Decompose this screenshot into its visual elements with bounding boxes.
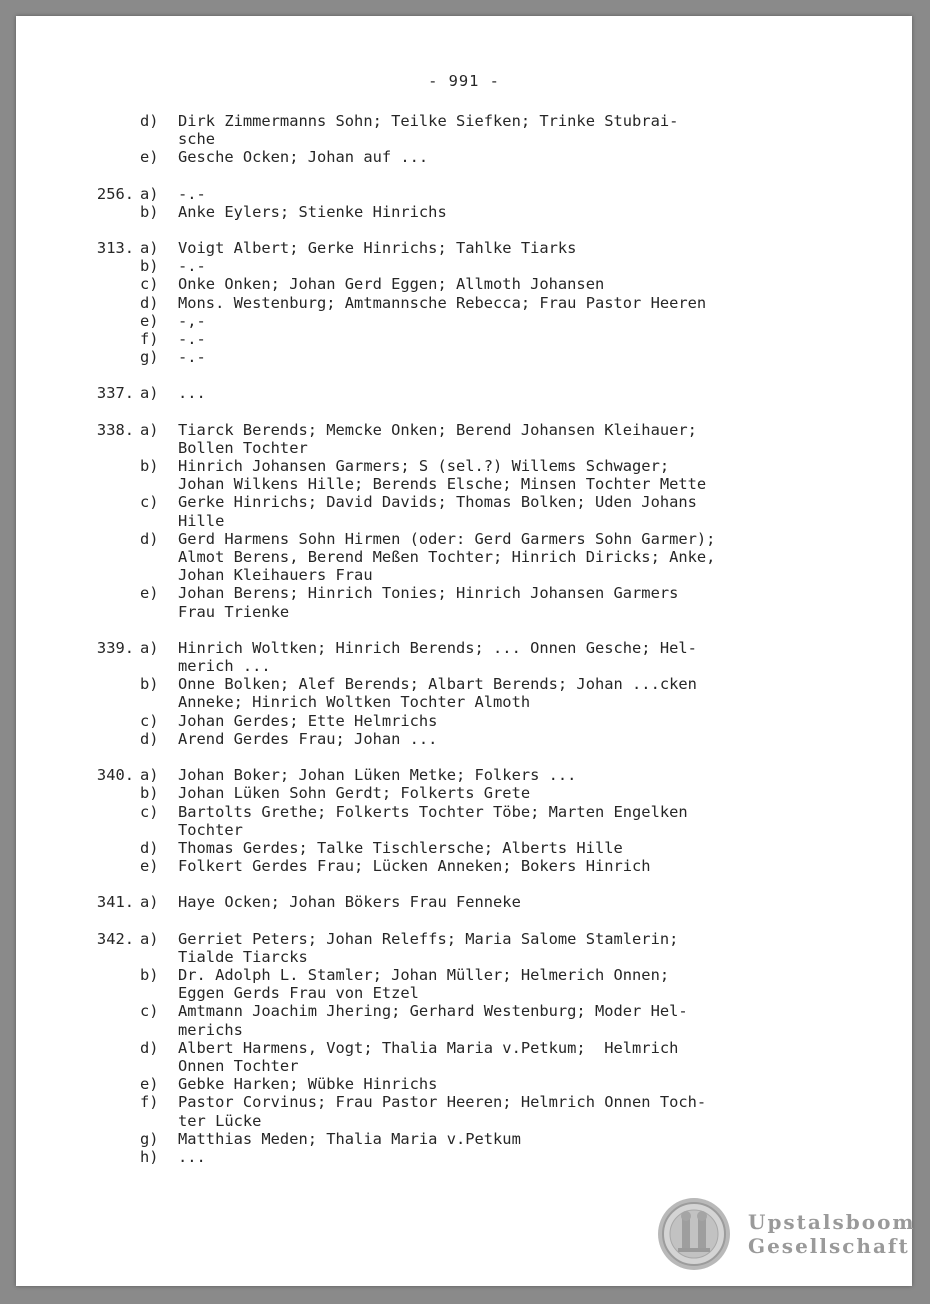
entry-letter: b) bbox=[140, 965, 159, 984]
entry-text: Tiarck Berends; Memcke Onken; Berend Johansen Kleihauer; Bollen Tochter bbox=[178, 420, 697, 457]
entry-text: Gesche Ocken; Johan auf ... bbox=[178, 148, 429, 167]
entry-letter: a) bbox=[140, 929, 159, 948]
entry-row bbox=[80, 839, 840, 857]
entry-text: -.- bbox=[178, 257, 206, 276]
entry-group bbox=[80, 112, 840, 167]
entry-letter: b) bbox=[140, 202, 159, 221]
entry-group bbox=[80, 239, 840, 366]
entry-row bbox=[80, 584, 840, 620]
entry-letter: h) bbox=[140, 1147, 159, 1166]
entry-group bbox=[80, 893, 840, 911]
entry-letter: d) bbox=[140, 529, 159, 548]
entry-row bbox=[80, 857, 840, 875]
entry-text: Amtmann Joachim Jhering; Gerhard Westenburg; Moder Hel- merichs bbox=[178, 1002, 688, 1039]
entry-text: Mons. Westenburg; Amtmannsche Rebecca; Frau Pastor Heeren bbox=[178, 293, 707, 312]
entry-letter: a) bbox=[140, 766, 159, 785]
entry-letter: a) bbox=[140, 384, 159, 403]
entry-text: -.- bbox=[178, 330, 206, 349]
entry-letter: d) bbox=[140, 293, 159, 312]
entry-row bbox=[80, 1002, 840, 1038]
entry-letter: g) bbox=[140, 348, 159, 367]
entry-row bbox=[80, 384, 840, 402]
entry-text: Bartolts Grethe; Folkerts Tochter Töbe; Marten Engelken Tochter bbox=[178, 802, 688, 839]
entry-text: Arend Gerdes Frau; Johan ... bbox=[178, 729, 438, 748]
entry-row bbox=[80, 730, 840, 748]
entry-number: 338. bbox=[96, 420, 134, 439]
entry-text: -.- bbox=[178, 348, 206, 367]
entry-letter: a) bbox=[140, 638, 159, 657]
entry-row bbox=[80, 294, 840, 312]
entry-text: Hinrich Johansen Garmers; S (sel.?) Willems Schwager; Johan Wilkens Hille; Berends Elsche; Minsen Tochter Mette bbox=[178, 457, 707, 494]
entry-number: 342. bbox=[96, 929, 134, 948]
entry-letter: b) bbox=[140, 675, 159, 694]
entry-row bbox=[80, 493, 840, 529]
entry-row bbox=[80, 1130, 840, 1148]
entry-text: Dr. Adolph L. Stamler; Johan Müller; Helmerich Onnen; Eggen Gerds Frau von Etzel bbox=[178, 965, 670, 1003]
entry-number: 313. bbox=[96, 239, 134, 258]
entry-text: Hinrich Woltken; Hinrich Berends; ... Onnen Gesche; Hel- merich ... bbox=[178, 638, 697, 676]
entry-text: Thomas Gerdes; Talke Tischlersche; Alberts Hille bbox=[178, 838, 623, 857]
entry-letter: e) bbox=[140, 857, 159, 876]
entry-text: -,- bbox=[178, 311, 206, 330]
entry-text: Dirk Zimmermanns Sohn; Teilke Siefken; Trinke Stubrai- sche bbox=[178, 112, 679, 149]
entry-row bbox=[80, 893, 840, 911]
entry-letter: e) bbox=[140, 311, 159, 330]
entry-text: Johan Berens; Hinrich Tonies; Hinrich Johansen Garmers Frau Trienke bbox=[178, 584, 679, 621]
entry-row bbox=[80, 803, 840, 839]
entry-letter: a) bbox=[140, 239, 159, 258]
entry-text: Voigt Albert; Gerke Hinrichs; Tahlke Tiarks bbox=[178, 239, 577, 258]
entry-letter: b) bbox=[140, 457, 159, 476]
entry-letter: g) bbox=[140, 1129, 159, 1148]
entry-row bbox=[80, 257, 840, 275]
entry-text: ... bbox=[178, 1147, 206, 1166]
entry-letter: a) bbox=[140, 893, 159, 912]
entry-group bbox=[80, 766, 840, 875]
entry-text: Folkert Gerdes Frau; Lücken Anneken; Bokers Hinrich bbox=[178, 857, 651, 876]
entry-row bbox=[80, 530, 840, 585]
entry-group bbox=[80, 185, 840, 221]
entry-number: 256. bbox=[96, 184, 134, 203]
entry-letter: c) bbox=[140, 275, 159, 294]
entry-letter: c) bbox=[140, 711, 159, 730]
entry-letter: b) bbox=[140, 784, 159, 803]
entry-number: 337. bbox=[96, 384, 134, 403]
entry-text: Gerd Harmens Sohn Hirmen (oder: Gerd Garmers Sohn Garmer); Almot Berens, Berend Meßen Tochter; Hinrich Diricks; Anke, Johan Kleihauers Frau bbox=[178, 529, 716, 585]
entry-row bbox=[80, 1075, 840, 1093]
entry-row bbox=[80, 966, 840, 1002]
entry-text: Johan Boker; Johan Lüken Metke; Folkers ... bbox=[178, 766, 577, 785]
entry-letter: e) bbox=[140, 1075, 159, 1094]
entry-text: Gebke Harken; Wübke Hinrichs bbox=[178, 1075, 438, 1094]
entry-row bbox=[80, 1148, 840, 1166]
entry-row bbox=[80, 185, 840, 203]
entry-text: Matthias Meden; Thalia Maria v.Petkum bbox=[178, 1129, 521, 1148]
seal-icon bbox=[656, 1196, 732, 1272]
entry-text: Johan Lüken Sohn Gerdt; Folkerts Grete bbox=[178, 784, 531, 803]
entry-row bbox=[80, 712, 840, 730]
entry-row bbox=[80, 112, 840, 148]
entry-text: Onke Onken; Johan Gerd Eggen; Allmoth Johansen bbox=[178, 275, 605, 294]
entry-text: Haye Ocken; Johan Bökers Frau Fenneke bbox=[178, 893, 521, 912]
entry-group bbox=[80, 384, 840, 402]
entry-letter: d) bbox=[140, 1038, 159, 1057]
entry-letter: d) bbox=[140, 838, 159, 857]
entry-row bbox=[80, 784, 840, 802]
entry-row bbox=[80, 330, 840, 348]
entry-letter: c) bbox=[140, 493, 159, 512]
entry-letter: b) bbox=[140, 257, 159, 276]
entry-row bbox=[80, 930, 840, 966]
entry-row bbox=[80, 421, 840, 457]
entry-text: ... bbox=[178, 384, 206, 403]
entry-text: Gerriet Peters; Johan Releffs; Maria Salome Stamlerin; Tialde Tiarcks bbox=[178, 929, 679, 966]
entry-text: Pastor Corvinus; Frau Pastor Heeren; Helmrich Onnen Toch- ter Lücke bbox=[178, 1093, 707, 1130]
entry-row bbox=[80, 639, 840, 675]
entry-text: Albert Harmens, Vogt; Thalia Maria v.Petkum; Helmrich Onnen Tochter bbox=[178, 1038, 679, 1075]
entry-text: Onne Bolken; Alef Berends; Albart Berends; Johan ...cken Anneke; Hinrich Woltken Tochter Almoth bbox=[178, 675, 697, 712]
entry-group bbox=[80, 639, 840, 748]
entry-number: 340. bbox=[96, 766, 134, 785]
entry-group bbox=[80, 421, 840, 621]
entry-row bbox=[80, 239, 840, 257]
entry-number: 341. bbox=[96, 893, 134, 912]
entry-row bbox=[80, 457, 840, 493]
entry-number: 339. bbox=[96, 638, 134, 657]
entry-row bbox=[80, 312, 840, 330]
entry-row bbox=[80, 1093, 840, 1129]
entry-row bbox=[80, 275, 840, 293]
entry-text: Gerke Hinrichs; David Davids; Thomas Bolken; Uden Johans Hille bbox=[178, 493, 697, 530]
logo-line-1: Upstalsboom bbox=[748, 1210, 916, 1234]
entry-text: Anke Eylers; Stienke Hinrichs bbox=[178, 202, 447, 221]
entry-letter: c) bbox=[140, 1002, 159, 1021]
entry-group bbox=[80, 930, 840, 1167]
entry-letter: f) bbox=[140, 330, 159, 349]
entry-list bbox=[80, 112, 840, 1184]
entry-row bbox=[80, 675, 840, 711]
entry-row bbox=[80, 348, 840, 366]
entry-letter: a) bbox=[140, 184, 159, 203]
entry-letter: a) bbox=[140, 420, 159, 439]
document-page bbox=[16, 16, 916, 1286]
entry-letter: d) bbox=[140, 729, 159, 748]
entry-row bbox=[80, 766, 840, 784]
entry-letter: e) bbox=[140, 584, 159, 603]
logo-line-2: Gesellschaft bbox=[748, 1234, 910, 1258]
entry-text: Johan Gerdes; Ette Helmrichs bbox=[178, 711, 438, 730]
entry-letter: c) bbox=[140, 802, 159, 821]
page-number: - 991 - bbox=[428, 72, 500, 90]
entry-text: -.- bbox=[178, 184, 206, 203]
entry-row bbox=[80, 148, 840, 166]
entry-letter: d) bbox=[140, 112, 159, 130]
entry-row bbox=[80, 1039, 840, 1075]
entry-letter: f) bbox=[140, 1093, 159, 1112]
society-logo bbox=[656, 1196, 916, 1272]
entry-letter: e) bbox=[140, 148, 159, 167]
entry-row bbox=[80, 203, 840, 221]
